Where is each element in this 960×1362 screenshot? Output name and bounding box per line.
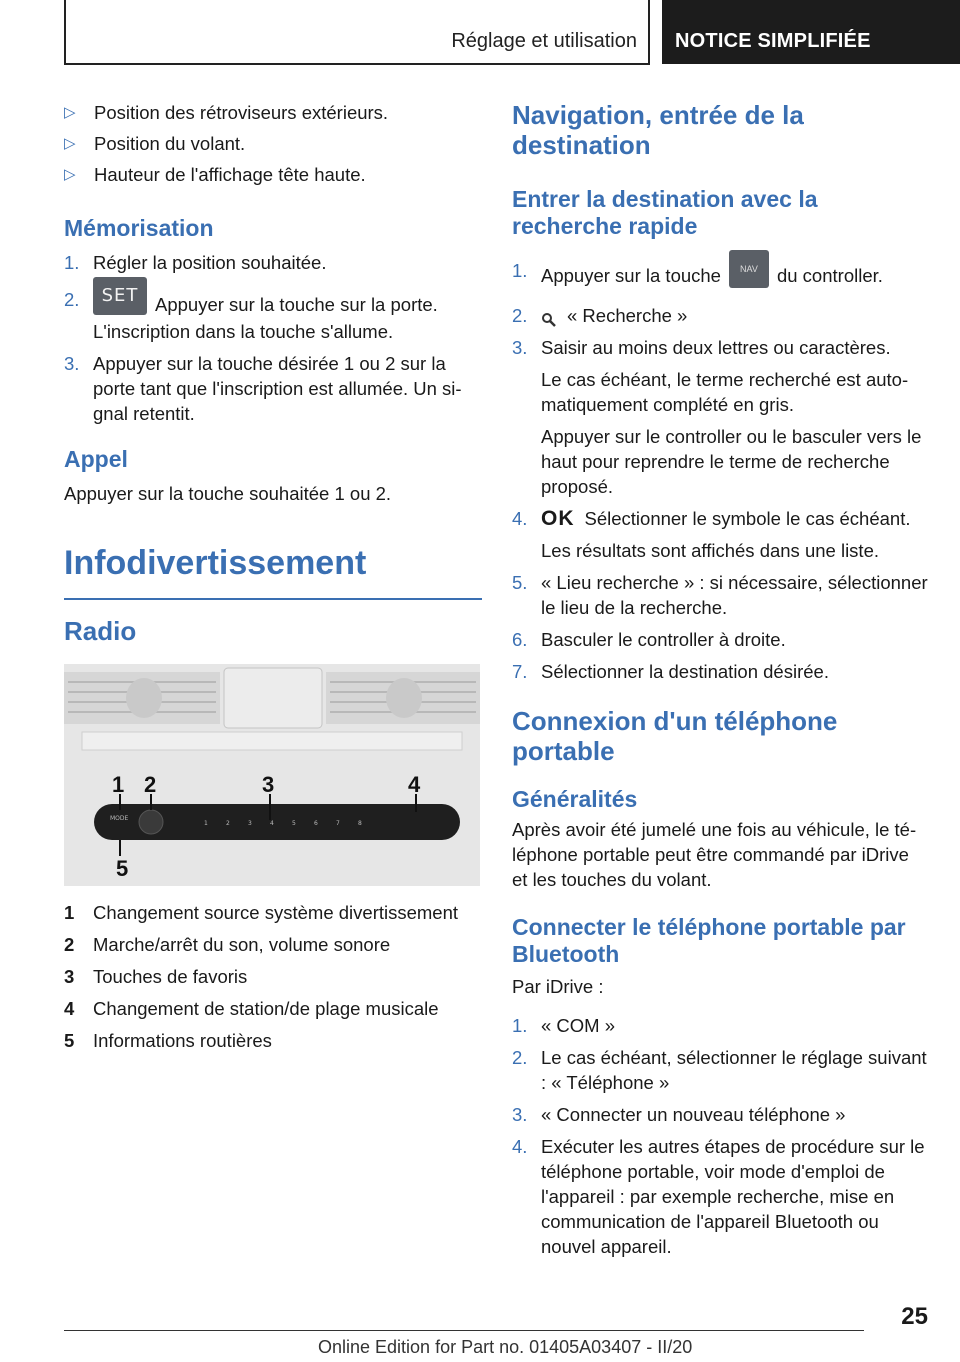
section-rule xyxy=(64,598,482,600)
left-column xyxy=(64,100,482,1060)
list-item: 2. SET Appuyer sur la touche sur la porte. L'inscription dans la touche s'allume. xyxy=(64,287,482,344)
list-item: 1. Appuyer sur la touche NAV du controller. xyxy=(512,258,928,296)
list-item: 5. « Lieu recherche » : si nécessaire, sélectionner le lieu de la recherche. xyxy=(512,572,928,618)
triangle-bullet-icon: ▷ xyxy=(64,104,76,121)
header-rule-left xyxy=(64,0,66,64)
list-item: 7. Sélectionner la destination désirée. xyxy=(512,661,829,682)
adjust-bullet-list xyxy=(64,100,482,187)
svg-text:MODE: MODE xyxy=(110,815,129,822)
generalites-heading: Généralités xyxy=(512,786,638,812)
appel-text: Appuyer sur la touche souhaitée 1 ou 2. xyxy=(64,483,392,504)
callout-4: 4 xyxy=(408,772,421,797)
memorisation-heading: Mémorisation xyxy=(64,215,214,241)
bluetooth-steps xyxy=(512,1013,928,1259)
generalites-text: Après avoir été jumelé une fois au véhicule, le téléphone portable peut être commandé par iDrive et les touches du volant. xyxy=(512,819,917,890)
phone-connection-heading: Connexion d'un téléphone portable xyxy=(512,706,838,766)
list-item: 6. Basculer le controller à droite. xyxy=(512,629,786,650)
right-column xyxy=(512,100,928,1266)
radio-legend xyxy=(64,900,482,1053)
legend-row: 5 Informations routières xyxy=(64,1030,272,1051)
triangle-bullet-icon: ▷ xyxy=(64,166,76,183)
svg-text:2: 2 xyxy=(226,820,230,827)
legend-row: 2 Marche/arrêt du son, volume sonore xyxy=(64,934,391,955)
search-icon xyxy=(541,309,557,325)
list-item: ▷ Position du volant. xyxy=(64,133,246,154)
nav-button-icon: NAV xyxy=(729,250,769,288)
bluetooth-intro: Par iDrive : xyxy=(512,976,604,997)
callout-1: 1 xyxy=(112,772,125,797)
radio-heading: Radio xyxy=(64,616,137,646)
page-number: 25 xyxy=(901,1303,928,1330)
svg-text:6: 6 xyxy=(314,820,318,827)
appel-heading: Appel xyxy=(64,446,128,472)
legend-row: 1 Changement source système divertissement xyxy=(64,902,459,923)
memorisation-steps xyxy=(64,250,482,426)
footer-edition: Online Edition for Part no. 01405A03407 - II/20 xyxy=(318,1337,693,1357)
ok-icon: OK xyxy=(541,507,575,530)
footer-rule xyxy=(64,1330,864,1331)
list-item: 3. « Connecter un nouveau téléphone » xyxy=(512,1104,846,1125)
svg-text:7: 7 xyxy=(336,820,340,827)
radio-control-photo xyxy=(64,664,480,886)
header-rule-bottom xyxy=(64,63,650,65)
list-item: 1. « COM » xyxy=(512,1015,616,1036)
svg-text:1: 1 xyxy=(204,820,208,827)
navigation-heading: Navigation, entrée de la destination xyxy=(512,100,804,160)
list-item: ▷ Hauteur de l'affichage tête haute. xyxy=(64,164,366,185)
list-item: 2. « Recherche » xyxy=(512,305,688,326)
radio-panel-illustration xyxy=(64,664,480,886)
list-item: 4. Exécuter les autres étapes de procédure sur le téléphone portable, voir mode d'emploi de l'appareil : par exemple recherche, mise en communication de l'appareil Bluetooth ou nouvel appareil. xyxy=(512,1136,925,1257)
svg-text:8: 8 xyxy=(358,820,362,827)
legend-row: 3 Touches de favoris xyxy=(64,966,248,987)
svg-text:5: 5 xyxy=(292,820,296,827)
callout-3: 3 xyxy=(262,772,275,797)
callout-5: 5 xyxy=(116,856,129,881)
list-item: 3. Appuyer sur la touche désirée 1 ou 2 sur la porte tant que l'inscription est allumée. Un signal retentit. xyxy=(64,353,462,424)
quick-search-heading: Entrer la destination avec la recherche rapide xyxy=(512,186,818,239)
header-badge-label: NOTICE SIMPLIFIÉE xyxy=(675,30,871,52)
callout-2: 2 xyxy=(144,772,157,797)
svg-text:4: 4 xyxy=(270,820,274,827)
header-badge xyxy=(662,0,960,64)
list-item: 1. Régler la position souhaitée. xyxy=(64,252,327,273)
header-rule-mid xyxy=(648,0,650,64)
triangle-bullet-icon: ▷ xyxy=(64,135,76,152)
list-item: 2. Le cas échéant, sélectionner le réglage suivant : « Téléphone » xyxy=(512,1047,927,1093)
list-item: 3. Saisir au moins deux lettres ou caractères. xyxy=(512,337,891,358)
infodivertissement-heading: Infodivertissement xyxy=(64,544,367,582)
svg-text:3: 3 xyxy=(248,820,252,827)
header-section-title: Réglage et utilisation xyxy=(451,30,637,52)
list-item: ▷ Position des rétroviseurs extérieurs. xyxy=(64,102,389,123)
quick-search-steps: 1. Appuyer sur la touche NAV du controller. 2. « Recherche » 3. Saisir au moins deux lettres ou caractères. Le cas échéant, le terme recherché est automatiquement complété en gris. Appuyer sur le controller ou le basculer vers le haut pour reprendre le terme de recherche proposé. 4. OK Sélectionner le symbole le cas échéant. Les résultats sont affichés dans une liste. 5. « Lieu recherche » : si nécessaire, sélectionner le lieu de la recherche. 6. Basculer le controller à droite. 7. Sélectionner la destination désirée. xyxy=(512,258,928,684)
list-item: 4. OK Sélectionner le symbole le cas échéant. xyxy=(512,507,911,530)
bluetooth-heading: Connecter le téléphone portable par Bluetooth xyxy=(512,914,906,967)
set-button-icon: SET xyxy=(93,277,147,315)
legend-row: 4 Changement de station/de plage musicale xyxy=(64,998,439,1019)
